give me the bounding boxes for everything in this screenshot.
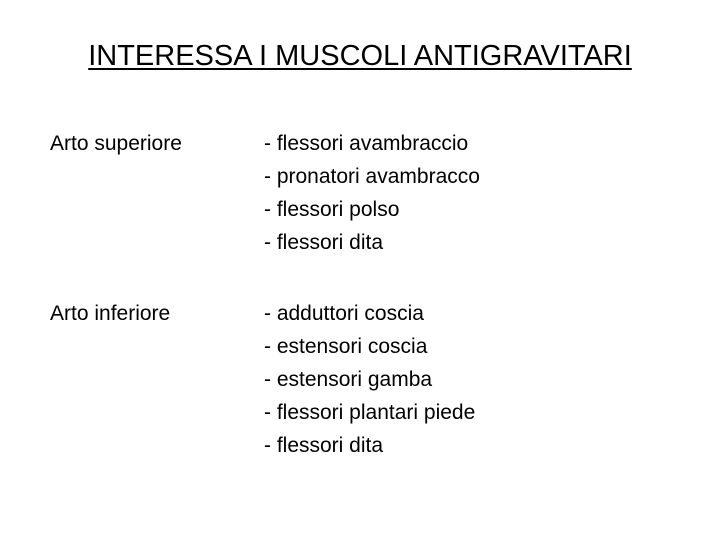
list-item: - pronatori avambracco [264,165,480,188]
list-item: - adduttori coscia [264,302,424,325]
list-item: - estensori gamba [264,368,433,391]
list-item: - flessori dita [264,434,384,457]
list-item: - flessori plantari piede [264,401,476,424]
list-item: - estensori coscia [264,335,428,358]
slide-title: INTERESSA I MUSCOLI ANTIGRAVITARI [88,40,632,72]
list-item: - flessori avambraccio [264,132,469,155]
section-label: Arto superiore [50,132,182,155]
muscle-list [264,127,480,259]
muscle-list [264,297,475,462]
list-item: - flessori dita [264,231,384,254]
section-label: Arto inferiore [50,302,171,325]
list-item: - flessori polso [264,198,400,221]
